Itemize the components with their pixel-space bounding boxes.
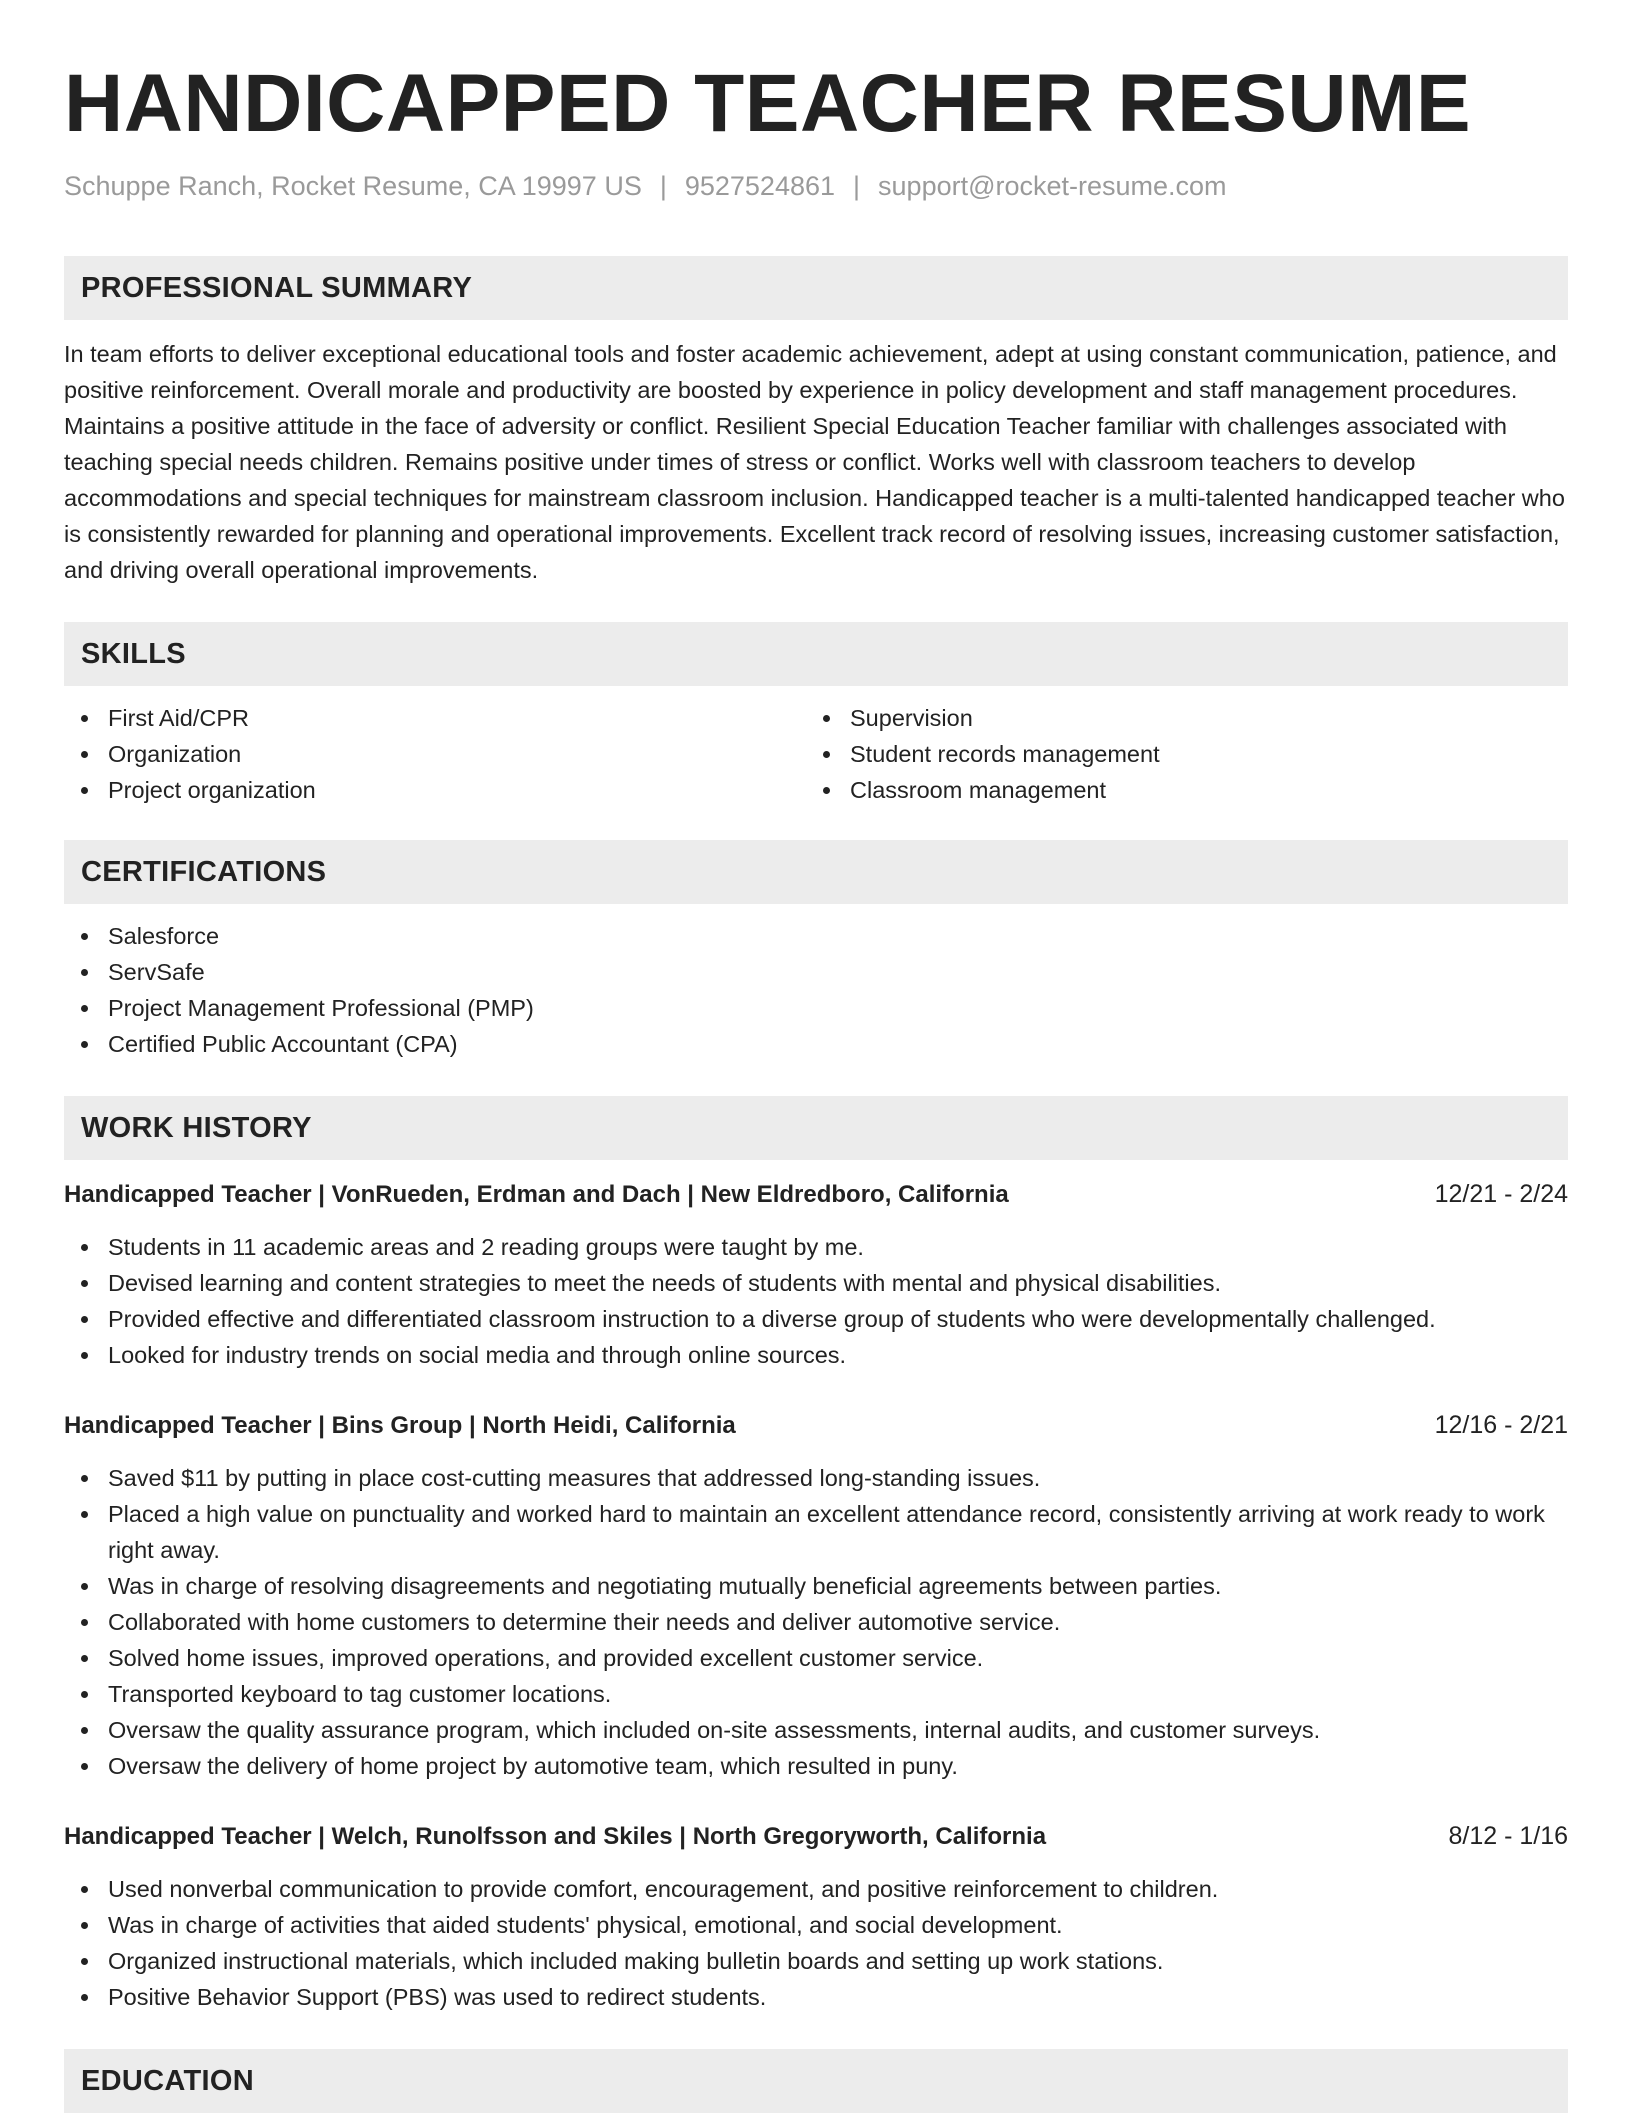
skill-item: First Aid/CPR [108,700,806,736]
job-title: Handicapped Teacher | VonRueden, Erdman and Dach | New Eldredboro, California [64,1181,1009,1208]
job-bullet: Positive Behavior Support (PBS) was used to redirect students. [108,1979,1568,2015]
section-heading-summary: PROFESSIONAL SUMMARY [64,256,1568,320]
skill-item: Student records management [850,736,1548,772]
section-heading-skills: SKILLS [64,622,1568,686]
resume-page [64,54,1568,2113]
job-bullet: Solved home issues, improved operations, and provided excellent customer service. [108,1640,1568,1676]
contact-email: support@rocket-resume.com [878,171,1227,201]
skills-list-left [64,700,806,808]
skill-item: Classroom management [850,772,1548,808]
job-dates: 12/16 - 2/21 [1434,1411,1568,1439]
contact-separator: | [853,171,861,201]
certification-item: Salesforce [108,918,1568,954]
certification-item: Project Management Professional (PMP) [108,990,1568,1026]
skill-item: Organization [108,736,806,772]
job-bullet: Provided effective and differentiated classroom instruction to a diverse group of students who were developmentally challenged. [108,1301,1568,1337]
section-heading-certifications: CERTIFICATIONS [64,840,1568,904]
job-bullet: Was in charge of resolving disagreements and negotiating mutually beneficial agreements between parties. [108,1568,1568,1604]
job-header [64,1176,1568,1213]
job-bullet: Used nonverbal communication to provide comfort, encouragement, and positive reinforcement to children. [108,1871,1568,1907]
skill-item: Supervision [850,700,1548,736]
job-entry [64,1407,1568,1784]
job-dates: 12/21 - 2/24 [1434,1180,1568,1208]
job-dates: 8/12 - 1/16 [1448,1822,1568,1850]
job-bullet: Looked for industry trends on social media and through online sources. [108,1337,1568,1373]
skills-grid [64,686,1568,808]
job-bullet: Transported keyboard to tag customer locations. [108,1676,1568,1712]
job-title: Handicapped Teacher | Bins Group | North Heidi, California [64,1412,736,1439]
job-header [64,1407,1568,1444]
job-bullet: Organized instructional materials, which included making bulletin boards and setting up work stations. [108,1943,1568,1979]
skill-item: Project organization [108,772,806,808]
job-bullet: Was in charge of activities that aided students' physical, emotional, and social development. [108,1907,1568,1943]
job-bullet: Oversaw the quality assurance program, which included on-site assessments, internal audits, and customer surveys. [108,1712,1568,1748]
skills-list-right [806,700,1548,808]
job-bullet: Collaborated with home customers to determine their needs and deliver automotive service. [108,1604,1568,1640]
job-bullet: Saved $11 by putting in place cost-cutting measures that addressed long-standing issues. [108,1460,1568,1496]
certification-item: Certified Public Accountant (CPA) [108,1026,1568,1062]
job-bullet: Devised learning and content strategies to meet the needs of students with mental and physical disabilities. [108,1265,1568,1301]
section-heading-work-history: WORK HISTORY [64,1096,1568,1160]
certification-item: ServSafe [108,954,1568,990]
job-bullet: Oversaw the delivery of home project by automotive team, which resulted in puny. [108,1748,1568,1784]
contact-line [64,168,1568,204]
contact-phone: 9527524861 [684,171,836,201]
job-bullets [64,1871,1568,2015]
job-bullet: Students in 11 academic areas and 2 reading groups were taught by me. [108,1229,1568,1265]
job-bullet: Placed a high value on punctuality and worked hard to maintain an excellent attendance record, consistently arriving at work ready to work right away. [108,1496,1568,1568]
contact-separator: | [659,171,667,201]
resume-title: HANDICAPPED TEACHER RESUME [64,58,1472,149]
job-bullets [64,1460,1568,1784]
section-heading-education: EDUCATION [64,2049,1568,2113]
summary-text: In team efforts to deliver exceptional educational tools and foster academic achievement, adept at using constant communication, patience, and positive reinforcement. Overall morale and productivity are boosted by experience in policy development and staff management procedures. Maintains a positive attitude in the face of adversity or conflict. Resilient Special Education Teacher familiar with challenges associated with teaching special needs children. Remains positive under times of stress or conflict. Works well with classroom teachers to develop accommodations and special techniques for mainstream classroom inclusion. Handicapped teacher is a multi-talented handicapped teacher who is consistently rewarded for planning and operational improvements. Excellent track record of resolving issues, increasing customer satisfaction, and driving overall operational improvements. [64,341,1565,583]
job-header [64,1818,1568,1855]
contact-address: Schuppe Ranch, Rocket Resume, CA 19997 US [64,171,642,201]
job-entry [64,1176,1568,1373]
job-bullets [64,1229,1568,1373]
job-entry [64,1818,1568,2015]
certifications-list [64,918,1568,1062]
job-title: Handicapped Teacher | Welch, Runolfsson and Skiles | North Gregoryworth, California [64,1823,1047,1850]
